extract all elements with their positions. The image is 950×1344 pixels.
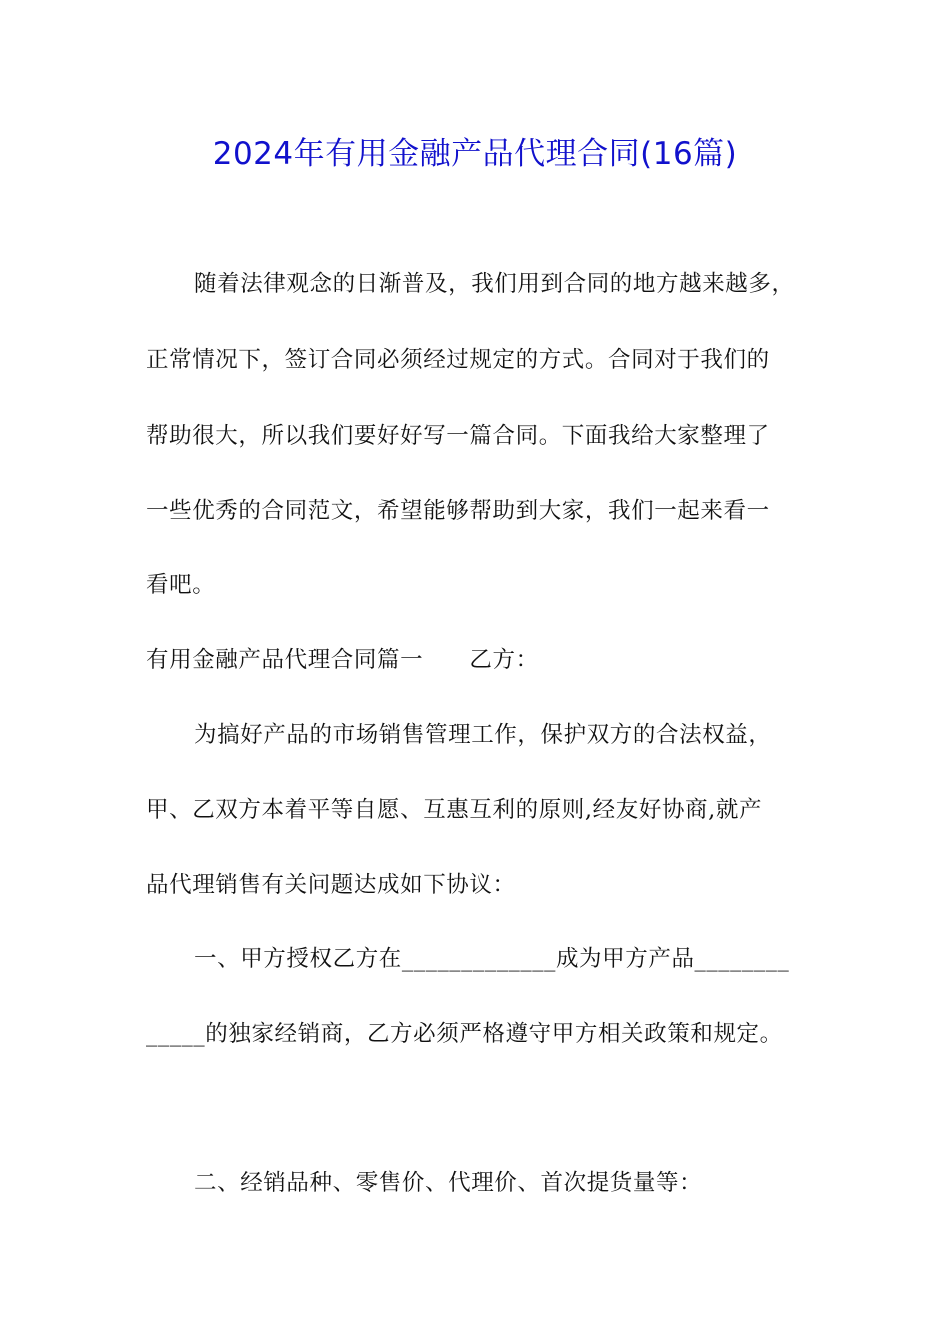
paragraph-line: 一些优秀的合同范文，希望能够帮助到大家，我们一起来看一: [146, 498, 770, 524]
paragraph-line: 正常情况下，签订合同必须经过规定的方式。合同对于我们的: [146, 347, 770, 373]
paragraph-line: 甲、乙双方本着平等自愿、互惠互利的原则,经友好协商,就产: [146, 797, 763, 823]
paragraph-line: 为搞好产品的市场销售管理工作，保护双方的合法权益，: [194, 722, 772, 748]
document-title: 2024年有用金融产品代理合同(16篇): [212, 136, 738, 172]
paragraph-line: 帮助很大，所以我们要好好写一篇合同。下面我给大家整理了: [146, 423, 770, 449]
clause-line: _____的独家经销商，乙方必须严格遵守甲方相关政策和规定。: [146, 1021, 783, 1047]
paragraph-line: 品代理销售有关问题达成如下协议：: [146, 872, 516, 898]
clause-line: 一、甲方授权乙方在_____________成为甲方产品________: [194, 946, 790, 972]
paragraph-line: 看吧。: [146, 572, 216, 598]
clause-line: 二、经销品种、零售价、代理价、首次提货量等：: [194, 1170, 703, 1196]
paragraph-line: 随着法律观念的日渐普及，我们用到合同的地方越来越多，: [194, 271, 795, 297]
section-heading: 有用金融产品代理合同篇一 乙方：: [146, 647, 539, 673]
